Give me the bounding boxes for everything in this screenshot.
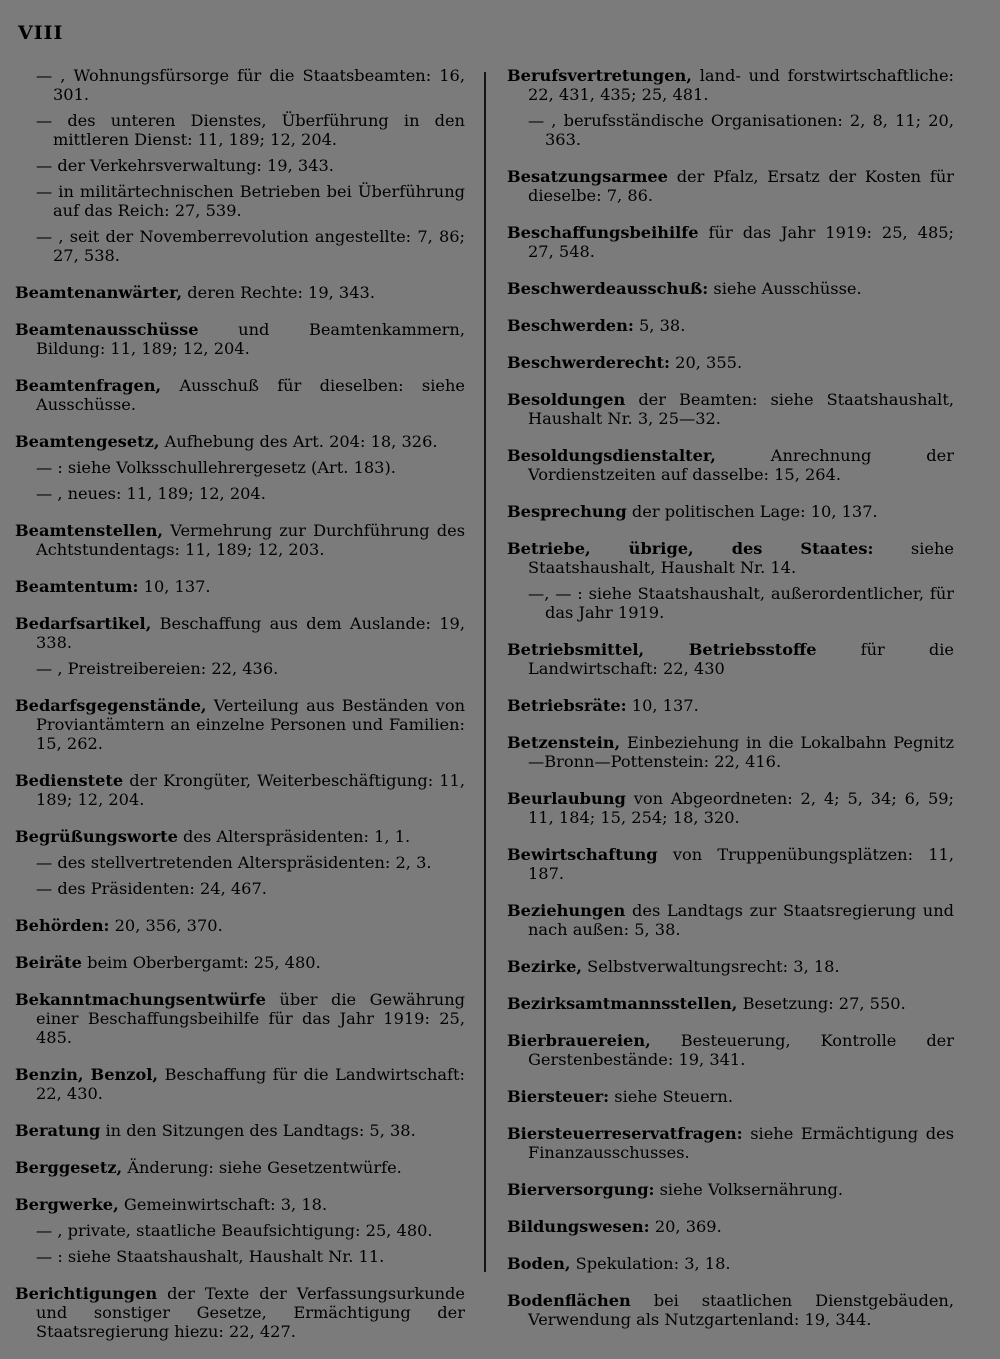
entry-term: Beamtenfragen, xyxy=(15,376,162,395)
index-entry xyxy=(15,990,465,1047)
entry-text: des Alterspräsidenten: 1, 1. xyxy=(177,827,411,846)
index-entry xyxy=(15,916,465,935)
entry-text: 20, 369. xyxy=(649,1217,722,1236)
sub-entry-dash: — xyxy=(36,227,53,246)
entry-text: der Beamten: siehe Staatshaushalt, Haushalt Nr. 3, 25—32. xyxy=(528,390,954,428)
sub-entry xyxy=(15,853,465,872)
entry-text: in den Sitzungen des Landtags: 5, 38. xyxy=(100,1121,416,1140)
index-entry xyxy=(15,614,465,678)
sub-entry-dash: — xyxy=(36,1247,53,1266)
index-entry xyxy=(15,66,465,265)
sub-entry-text: : siehe Staatshaushalt, außerordentlicher, für das Jahr 1919. xyxy=(545,584,954,622)
sub-entry-text: : siehe Staatshaushalt, Haushalt Nr. 11. xyxy=(52,1247,385,1266)
entry-text: Anrechnung der Vordienstzeiten auf dasselbe: 15, 264. xyxy=(528,446,954,484)
entry-text: von Abgeordneten: 2, 4; 5, 34; 6, 59; 11, 184; 15, 254; 18, 320. xyxy=(528,789,954,827)
entry-text: Ausschuß für dieselben: siehe Ausschüsse. xyxy=(36,376,465,414)
entry-term: Betriebsmittel, Betriebsstoffe xyxy=(507,640,817,659)
index-entry xyxy=(507,1087,954,1106)
entry-text: der Pfalz, Ersatz der Kosten für dieselbe: 7, 86. xyxy=(528,167,954,205)
sub-entry-dash: — xyxy=(36,1221,53,1240)
entry-text: beim Oberbergamt: 25, 480. xyxy=(81,953,321,972)
entry-text: Gemeinwirtschaft: 3, 18. xyxy=(118,1195,328,1214)
entry-text: für die Landwirtschaft: 22, 430 xyxy=(528,640,954,678)
sub-entry-text: des unteren Dienstes, Überführung in den mittleren Dienst: 11, 189; 12, 204. xyxy=(52,111,465,149)
entry-term: Beamtengesetz, xyxy=(15,432,160,451)
entry-term: Bedarfsartikel, xyxy=(15,614,152,633)
entry-line xyxy=(15,916,465,935)
entry-term: Bedarfsgegenstände, xyxy=(15,696,207,715)
entry-term: Beschwerden: xyxy=(507,316,634,335)
entry-term: Beurlaubung xyxy=(507,789,626,808)
sub-entry xyxy=(507,584,954,622)
index-entry xyxy=(507,539,954,622)
entry-text: der politischen Lage: 10, 137. xyxy=(626,502,878,521)
entry-line xyxy=(15,696,465,753)
index-entry xyxy=(507,1124,954,1162)
entry-term: Besoldungen xyxy=(507,390,626,409)
sub-entry xyxy=(15,1247,465,1266)
entry-line xyxy=(15,1195,465,1214)
entry-line xyxy=(507,390,954,428)
sub-entry-text: , private, staatliche Beaufsichtigung: 25, 480. xyxy=(52,1221,433,1240)
entry-term: Besatzungsarmee xyxy=(507,167,668,186)
entry-line xyxy=(507,1217,954,1236)
entry-term: Bierversorgung: xyxy=(507,1180,655,1199)
entry-text: siehe Ausschüsse. xyxy=(708,279,862,298)
sub-entry xyxy=(15,111,465,149)
entry-term: Bergwerke, xyxy=(15,1195,119,1214)
entry-line xyxy=(15,1065,465,1103)
entry-text: siehe Ermächtigung des Finanzausschusses. xyxy=(528,1124,954,1162)
entry-term: Boden, xyxy=(507,1254,571,1273)
entry-line xyxy=(15,990,465,1047)
entry-line xyxy=(507,845,954,883)
entry-text: Besetzung: 27, 550. xyxy=(737,994,906,1013)
entry-text: 10, 137. xyxy=(138,577,211,596)
sub-entry-text: : siehe Volksschullehrergesetz (Art. 183). xyxy=(52,458,396,477)
entry-line xyxy=(15,320,465,358)
index-entry xyxy=(507,446,954,484)
entry-text: Beschaffung aus dem Auslande: 19, 338. xyxy=(36,614,465,652)
entry-line xyxy=(507,502,954,521)
entry-line xyxy=(507,640,954,678)
index-entry xyxy=(15,953,465,972)
entry-term: Behörden: xyxy=(15,916,110,935)
index-entry xyxy=(15,577,465,596)
entry-text: von Truppenübungsplätzen: 11, 187. xyxy=(528,845,954,883)
entry-line xyxy=(507,994,954,1013)
entry-text: 10, 137. xyxy=(626,696,699,715)
entry-term: Beschwerderecht: xyxy=(507,353,671,372)
index-entry xyxy=(15,771,465,809)
entry-text: 5, 38. xyxy=(633,316,686,335)
sub-entry-dash: — xyxy=(36,853,53,872)
entry-term: Berichtigungen xyxy=(15,1284,158,1303)
index-entry xyxy=(507,845,954,883)
index-entry xyxy=(15,320,465,358)
entry-text: Spekulation: 3, 18. xyxy=(570,1254,731,1273)
entry-text: bei staatlichen Dienstgebäuden, Verwendung als Nutzgartenland: 19, 344. xyxy=(528,1291,954,1329)
sub-entry xyxy=(507,111,954,149)
entry-text: für das Jahr 1919: 25, 485; 27, 548. xyxy=(528,223,954,261)
entry-line xyxy=(507,1180,954,1199)
page-number: VIII xyxy=(18,22,64,44)
entry-term: Betriebe, übrige, des Staates: xyxy=(507,539,874,558)
entry-line xyxy=(507,1031,954,1069)
index-entry xyxy=(15,521,465,559)
entry-line xyxy=(507,223,954,261)
entry-text: und Beamtenkammern, Bildung: 11, 189; 12, 204. xyxy=(36,320,465,358)
entry-line xyxy=(507,1254,954,1273)
entry-line xyxy=(15,1158,465,1177)
entry-term: Biersteuerreservatfragen: xyxy=(507,1124,743,1143)
entry-term: Bekanntmachungsentwürfe xyxy=(15,990,266,1009)
entry-line xyxy=(507,353,954,372)
sub-entry xyxy=(15,659,465,678)
sub-entry xyxy=(15,156,465,175)
index-entry xyxy=(15,1121,465,1140)
sub-entry-text: , berufsständische Organisationen: 2, 8, 11; 20, 363. xyxy=(544,111,954,149)
index-entry xyxy=(507,223,954,261)
sub-entry-dash: — xyxy=(36,458,53,477)
sub-entry-text: , Wohnungsfürsorge für die Staatsbeamten: 16, 301. xyxy=(52,66,465,104)
entry-term: Bodenflächen xyxy=(507,1291,631,1310)
index-entry xyxy=(507,167,954,205)
entry-text: der Krongüter, Weiterbeschäftigung: 11, 189; 12, 204. xyxy=(36,771,465,809)
sub-entry-dash: — xyxy=(36,66,53,85)
index-entry xyxy=(15,283,465,302)
sub-entry xyxy=(15,182,465,220)
entry-line xyxy=(15,376,465,414)
entry-line xyxy=(15,577,465,596)
entry-term: Bildungswesen: xyxy=(507,1217,650,1236)
index-entry xyxy=(507,390,954,428)
entry-line xyxy=(15,953,465,972)
sub-entry-text: des Präsidenten: 24, 467. xyxy=(52,879,267,898)
index-entry xyxy=(15,696,465,753)
column-divider xyxy=(484,72,486,1272)
index-entry xyxy=(507,789,954,827)
entry-text: des Landtags zur Staatsregierung und nach außen: 5, 38. xyxy=(528,901,954,939)
index-entry xyxy=(507,733,954,771)
entry-term: Beschwerdeausschuß: xyxy=(507,279,709,298)
index-entry xyxy=(15,376,465,414)
index-entry xyxy=(507,66,954,149)
sub-entry-text: , neues: 11, 189; 12, 204. xyxy=(52,484,266,503)
index-entry xyxy=(15,1284,465,1341)
entry-term: Besprechung xyxy=(507,502,627,521)
entry-line xyxy=(507,539,954,577)
entry-term: Berufsvertretungen, xyxy=(507,66,692,85)
sub-entry xyxy=(15,66,465,104)
entry-term: Beamtentum: xyxy=(15,577,139,596)
index-entry xyxy=(507,353,954,372)
entry-line xyxy=(507,66,954,104)
entry-term: Berggesetz, xyxy=(15,1158,123,1177)
entry-line xyxy=(15,432,465,451)
entry-text: siehe Volksernährung. xyxy=(654,1180,844,1199)
entry-line xyxy=(15,521,465,559)
sub-entry xyxy=(15,1221,465,1240)
index-entry xyxy=(507,316,954,335)
entry-line xyxy=(507,901,954,939)
entry-line xyxy=(507,733,954,771)
entry-term: Bierbrauereien, xyxy=(507,1031,651,1050)
sub-entry-text: des stellvertretenden Alterspräsidenten: 2, 3. xyxy=(52,853,432,872)
entry-text: land- und forstwirtschaftliche: 22, 431, 435; 25, 481. xyxy=(528,66,954,104)
entry-line xyxy=(507,1124,954,1162)
entry-text: siehe Steuern. xyxy=(609,1087,733,1106)
entry-text: Änderung: siehe Gesetzentwürfe. xyxy=(122,1158,402,1177)
index-entry xyxy=(507,279,954,298)
entry-line xyxy=(507,446,954,484)
entry-text: Selbstverwaltungsrecht: 3, 18. xyxy=(582,957,840,976)
entry-term: Bedienstete xyxy=(15,771,124,790)
index-entry xyxy=(507,1180,954,1199)
index-entry xyxy=(15,1158,465,1177)
index-entry xyxy=(507,1254,954,1273)
entry-line xyxy=(507,789,954,827)
entry-text: Verteilung aus Beständen von Proviantämtern an einzelne Personen und Familien: 15, 262. xyxy=(36,696,465,753)
entry-line xyxy=(507,1087,954,1106)
sub-entry-dash: — xyxy=(36,659,53,678)
entry-term: Betzenstein, xyxy=(507,733,621,752)
index-entry xyxy=(507,1031,954,1069)
entry-text: der Texte der Verfassungsurkunde und sonstiger Gesetze, Ermächtigung der Staatsregierung hiezu: 22, 427. xyxy=(36,1284,465,1341)
entry-term: Beiräte xyxy=(15,953,82,972)
entry-line xyxy=(15,827,465,846)
entry-term: Besoldungsdienstalter, xyxy=(507,446,716,465)
entry-text: Vermehrung zur Durchführung des Achtstundentags: 11, 189; 12, 203. xyxy=(36,521,465,559)
entry-term: Beratung xyxy=(15,1121,101,1140)
index-entry xyxy=(507,901,954,939)
entry-text: Besteuerung, Kontrolle der Gerstenbestände: 19, 341. xyxy=(528,1031,954,1069)
index-entry xyxy=(15,827,465,898)
entry-text: siehe Staatshaushalt, Haushalt Nr. 14. xyxy=(528,539,954,577)
left-column xyxy=(15,66,465,1359)
sub-entry-dash: —, — xyxy=(528,584,572,603)
index-entry xyxy=(507,994,954,1013)
sub-entry-dash: — xyxy=(36,111,53,130)
entry-line xyxy=(507,1291,954,1329)
index-entry xyxy=(507,640,954,678)
right-column xyxy=(507,66,954,1347)
entry-text: Einbeziehung in die Lokalbahn Pegnitz—Bronn—Pottenstein: 22, 416. xyxy=(528,733,954,771)
entry-term: Bewirtschaftung xyxy=(507,845,658,864)
index-entry xyxy=(15,432,465,503)
index-entry xyxy=(507,1217,954,1236)
entry-line xyxy=(507,696,954,715)
entry-term: Betriebsräte: xyxy=(507,696,627,715)
sub-entry-text: , seit der Novemberrevolution angestellte: 7, 86; 27, 538. xyxy=(52,227,465,265)
index-entry xyxy=(15,1195,465,1266)
entry-line xyxy=(507,957,954,976)
index-entry xyxy=(507,1291,954,1329)
sub-entry-dash: — xyxy=(36,182,53,201)
entry-line xyxy=(15,614,465,652)
entry-text: über die Gewährung einer Beschaffungsbeihilfe für das Jahr 1919: 25, 485. xyxy=(36,990,465,1047)
sub-entry-dash: — xyxy=(36,156,53,175)
sub-entry xyxy=(15,458,465,477)
entry-term: Biersteuer: xyxy=(507,1087,610,1106)
entry-line xyxy=(507,316,954,335)
entry-text: Aufhebung des Art. 204: 18, 326. xyxy=(159,432,438,451)
entry-term: Begrüßungsworte xyxy=(15,827,178,846)
entry-text: 20, 356, 370. xyxy=(109,916,223,935)
sub-entry-text: , Preistreibereien: 22, 436. xyxy=(52,659,279,678)
sub-entry-dash: — xyxy=(36,484,53,503)
sub-entry xyxy=(15,879,465,898)
index-entry xyxy=(507,502,954,521)
entry-term: Bezirksamtmannsstellen, xyxy=(507,994,738,1013)
sub-entry-dash: — xyxy=(36,879,53,898)
sub-entry-dash: — xyxy=(528,111,545,130)
entry-text: deren Rechte: 19, 343. xyxy=(182,283,375,302)
sub-entry xyxy=(15,484,465,503)
entry-line xyxy=(15,1284,465,1341)
entry-term: Beschaffungsbeihilfe xyxy=(507,223,699,242)
entry-text: 20, 355. xyxy=(670,353,743,372)
index-entry xyxy=(15,1065,465,1103)
sub-entry-text: der Verkehrsverwaltung: 19, 343. xyxy=(52,156,334,175)
index-entry xyxy=(507,696,954,715)
entry-term: Beamtenausschüsse xyxy=(15,320,199,339)
entry-term: Bezirke, xyxy=(507,957,583,976)
entry-line xyxy=(15,1121,465,1140)
entry-term: Beamtenstellen, xyxy=(15,521,164,540)
entry-line xyxy=(15,771,465,809)
index-entry xyxy=(507,957,954,976)
entry-line xyxy=(507,279,954,298)
entry-line xyxy=(507,167,954,205)
entry-term: Beziehungen xyxy=(507,901,626,920)
sub-entry xyxy=(15,227,465,265)
entry-term: Benzin, Benzol, xyxy=(15,1065,159,1084)
entry-term: Beamtenanwärter, xyxy=(15,283,183,302)
entry-text: Beschaffung für die Landwirtschaft: 22, 430. xyxy=(36,1065,465,1103)
sub-entry-text: in militärtechnischen Betrieben bei Überführung auf das Reich: 27, 539. xyxy=(52,182,465,220)
entry-line xyxy=(15,283,465,302)
